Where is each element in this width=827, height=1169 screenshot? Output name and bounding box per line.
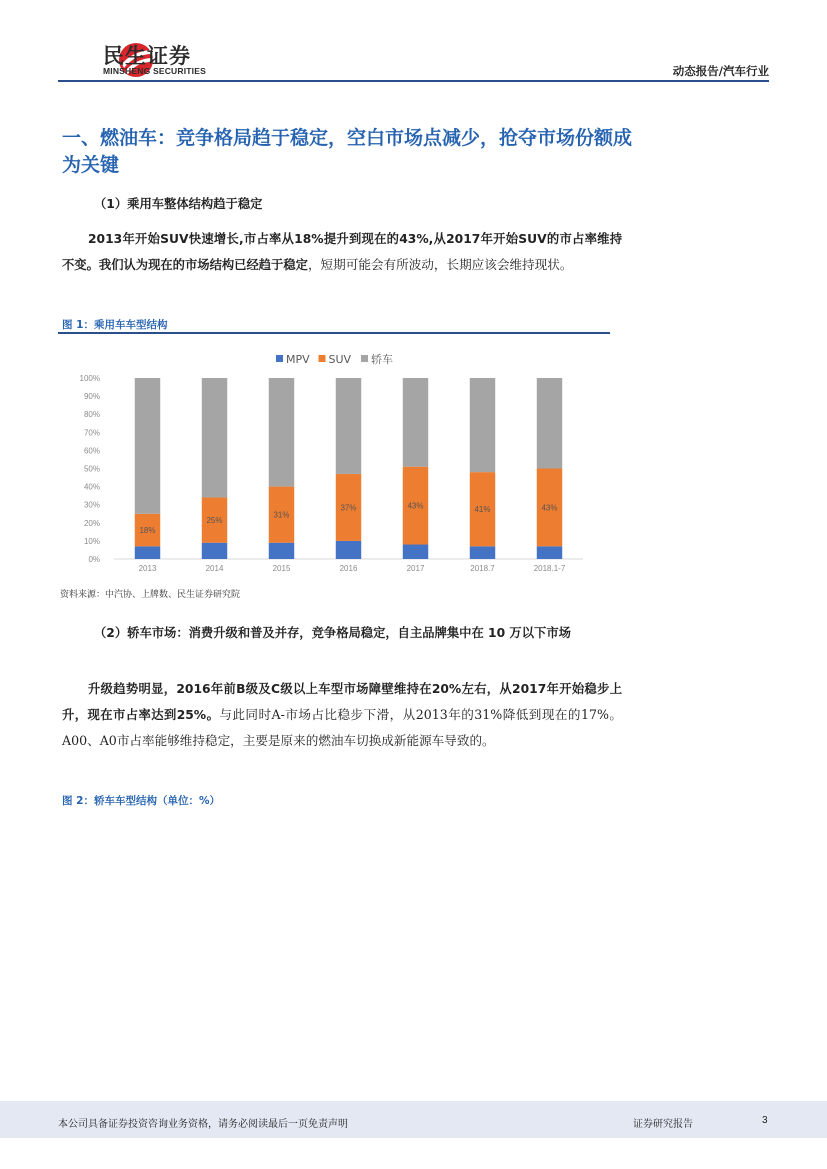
section-title: 一、燃油车：竞争格局趋于稳定，空白市场点减少，抢夺市场份额成为关键 — [62, 127, 633, 176]
chart-y-axis — [80, 374, 100, 564]
y-tick-label: 0% — [88, 555, 100, 564]
data-label: 25% — [206, 516, 223, 526]
logo-chinese-text: 民生证券 — [103, 44, 191, 68]
paragraph-1 — [62, 226, 622, 278]
y-tick-label: 60% — [83, 446, 100, 456]
legend-label: 轿车 — [371, 353, 393, 366]
paragraph-1-normal: ，短期可能会有所波动，长期应该会维持现状。 — [307, 257, 573, 272]
legend-swatch — [361, 355, 368, 362]
x-tick-label: 2014 — [205, 564, 224, 573]
data-label: 43% — [407, 501, 424, 511]
data-label: 31% — [273, 510, 290, 520]
header-divider — [58, 80, 769, 82]
paragraph-2 — [62, 676, 622, 754]
x-tick-label: 2015 — [272, 564, 291, 573]
figure-1-divider — [58, 332, 610, 334]
y-tick-label: 10% — [83, 536, 100, 546]
data-label: 41% — [474, 505, 491, 515]
legend-label: SUV — [328, 353, 352, 366]
bar-segment-轿车 — [336, 378, 361, 474]
paragraph-2-normal: 与此同时A-市场占比稳步下滑，从2013年的31%降低到现在的17%。A00、A0市占率能够维持稳定，主要是原来的燃油车切换成新能源车导致的。 — [62, 707, 622, 748]
chart-legend — [276, 353, 393, 366]
chart-bars — [135, 378, 562, 559]
bar-segment-轿车 — [537, 378, 562, 469]
y-tick-label: 50% — [83, 464, 100, 474]
chart-x-axis — [139, 564, 566, 573]
report-type-label: 动态报告/汽车行业 — [672, 64, 769, 78]
bar-segment-轿车 — [403, 378, 428, 467]
bar-segment-轿车 — [135, 378, 160, 514]
bar-segment-轿车 — [470, 378, 495, 472]
subsection-heading-2: （2）轿车市场：消费升级和普及并存，竞争格局稳定，自主品牌集中在 10 万以下市场 — [94, 626, 571, 640]
legend-swatch — [276, 355, 283, 362]
paragraph-2-bold: 升级趋势明显，2016年前B级及C级以上车型市场障壁维持在20%左右，从2017年开始稳步上升，现在市占率达到25%。 — [62, 682, 622, 722]
y-tick-label: 80% — [83, 410, 100, 420]
footer-report-label: 证券研究报告 — [633, 1119, 693, 1130]
y-tick-label: 70% — [83, 428, 100, 438]
x-tick-label: 2016 — [339, 564, 358, 573]
data-label: 43% — [541, 503, 558, 513]
source-note: 资料来源：中汽协、上牌数、民生证券研究院 — [60, 590, 241, 600]
page-number: 3 — [762, 1115, 768, 1126]
y-tick-label: 40% — [83, 482, 100, 492]
x-tick-label: 2018.7 — [470, 564, 495, 573]
paragraph-1-bold: 2013年开始SUV快速增长,市占率从18%提升到现在的43%,从2017年开始SUV的市占率维持不变。我们认为现在的市场结构已经趋于稳定 — [62, 232, 622, 272]
y-tick-label: 100% — [79, 374, 100, 383]
vehicle-type-structure-chart — [58, 340, 598, 580]
bar-segment-轿车 — [202, 378, 227, 497]
x-tick-label: 2013 — [138, 564, 157, 573]
data-label: 18% — [139, 526, 156, 536]
y-tick-label: 90% — [83, 392, 100, 402]
bar-segment-MPV — [336, 541, 361, 559]
figure-1-title: 图 1：乘用车车型结构 — [62, 319, 168, 331]
figure-2-title: 图 2：轿车车型结构（单位：%） — [62, 795, 220, 807]
y-tick-label: 20% — [83, 518, 100, 528]
bar-segment-MPV — [403, 545, 428, 559]
bar-segment-轿车 — [269, 378, 294, 487]
bar-segment-MPV — [537, 546, 562, 559]
footer-disclaimer: 本公司具备证券投资咨询业务资格，请务必阅读最后一页免责声明 — [58, 1119, 348, 1130]
subsection-heading-1: （1）乘用车整体结构趋于稳定 — [94, 197, 263, 211]
legend-swatch — [319, 355, 326, 362]
bar-segment-MPV — [135, 546, 160, 559]
x-tick-label: 2018.1-7 — [533, 564, 566, 573]
bar-segment-MPV — [470, 546, 495, 559]
x-tick-label: 2017 — [406, 564, 425, 573]
bar-segment-MPV — [202, 543, 227, 559]
bar-segment-MPV — [269, 543, 294, 559]
logo-english-text: MINSHENG SECURITIES — [103, 66, 206, 76]
y-tick-label: 30% — [83, 500, 100, 510]
data-label: 37% — [340, 503, 357, 513]
legend-label: MPV — [286, 353, 310, 366]
